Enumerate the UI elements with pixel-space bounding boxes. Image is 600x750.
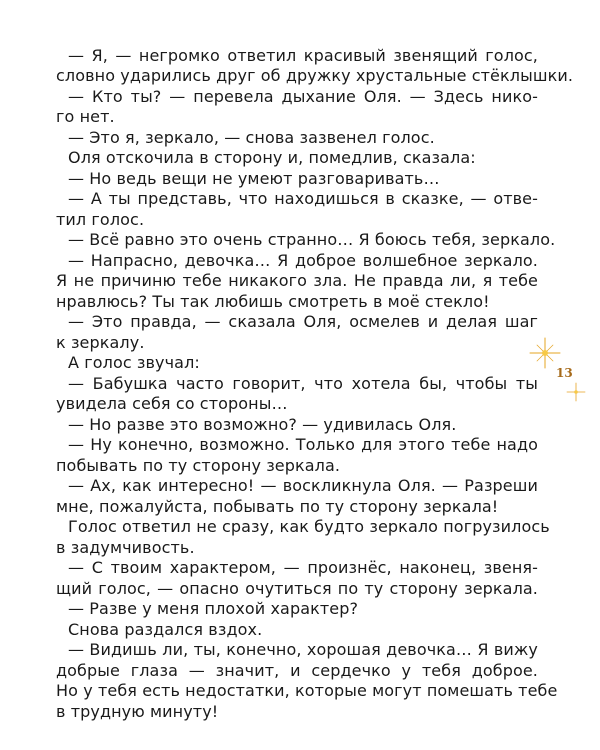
text-line: — Всё равно это очень странно… Я боюсь тебя, зеркало. bbox=[68, 230, 556, 249]
text-line: — Но ведь вещи не умеют разговаривать… bbox=[68, 169, 440, 188]
text-line: к зеркалу. bbox=[56, 333, 145, 352]
text-line: Но у тебя есть недостатки, которые могут помешать тебе bbox=[56, 681, 558, 700]
text-line: — Бабушка часто говорит, что хотела бы, чтобы ты bbox=[68, 374, 538, 393]
text-line: — Напрасно, девочка… Я доброе волшебное зеркало. bbox=[68, 251, 538, 270]
sparkle-icon bbox=[528, 336, 562, 370]
text-line: — Я, — негромко ответил красивый звенящий голос, bbox=[68, 46, 538, 65]
text-line: тил голос. bbox=[56, 210, 145, 229]
text-line: нравлюсь? Ты так любишь смотреть в моё стекло! bbox=[56, 292, 490, 311]
page-number: 13 bbox=[556, 366, 573, 380]
text-line: А голос звучал: bbox=[68, 353, 200, 372]
text-line: увидела себя со стороны… bbox=[56, 394, 288, 413]
sparkle-icon bbox=[566, 382, 586, 402]
text-line: — Но разве это возможно? — удивилась Оля. bbox=[68, 415, 457, 434]
text-line: — Разве у меня плохой характер? bbox=[68, 599, 359, 618]
text-line: — Кто ты? — перевела дыхание Оля. — Здесь нико- bbox=[68, 87, 538, 106]
text-line: Оля отскочила в сторону и, помедлив, сказала: bbox=[68, 148, 476, 167]
text-line: го нет. bbox=[56, 107, 115, 126]
text-line: — С твоим характером, — произнёс, наконец, звеня- bbox=[68, 558, 538, 577]
text-line: Я не причиню тебе никакого зла. Не правда ли, я тебе bbox=[56, 271, 538, 290]
text-line: — Это правда, — сказала Оля, осмелев и делая шаг bbox=[68, 312, 538, 331]
text-line: в трудную минуту! bbox=[56, 702, 219, 721]
text-line: словно ударились друг об дружку хрустальные стёклышки. bbox=[56, 66, 574, 85]
text-line: — Видишь ли, ты, конечно, хорошая девочка… Я вижу bbox=[68, 640, 538, 659]
text-line: щий голос, — опасно очутиться по ту сторону зеркала. bbox=[56, 579, 538, 598]
text-line: — А ты представь, что находишься в сказке, — отве- bbox=[68, 189, 538, 208]
text-line: Снова раздался вздох. bbox=[68, 620, 263, 639]
text-line: побывать по ту сторону зеркала. bbox=[56, 456, 341, 475]
text-line: — Это я, зеркало, — снова зазвенел голос. bbox=[68, 128, 435, 147]
text-line: Голос ответил не сразу, как будто зеркало погрузилось bbox=[68, 517, 550, 536]
text-line: — Ну конечно, возможно. Только для этого тебе надо bbox=[68, 435, 538, 454]
text-line: добрые глаза — значит, и сердечко у тебя доброе. bbox=[56, 661, 538, 680]
text-line: — Ах, как интересно! — воскликнула Оля. — Разреши bbox=[68, 476, 538, 495]
text-line: в задумчивость. bbox=[56, 538, 195, 557]
text-line: мне, пожалуйста, побывать по ту сторону зеркала! bbox=[56, 497, 499, 516]
